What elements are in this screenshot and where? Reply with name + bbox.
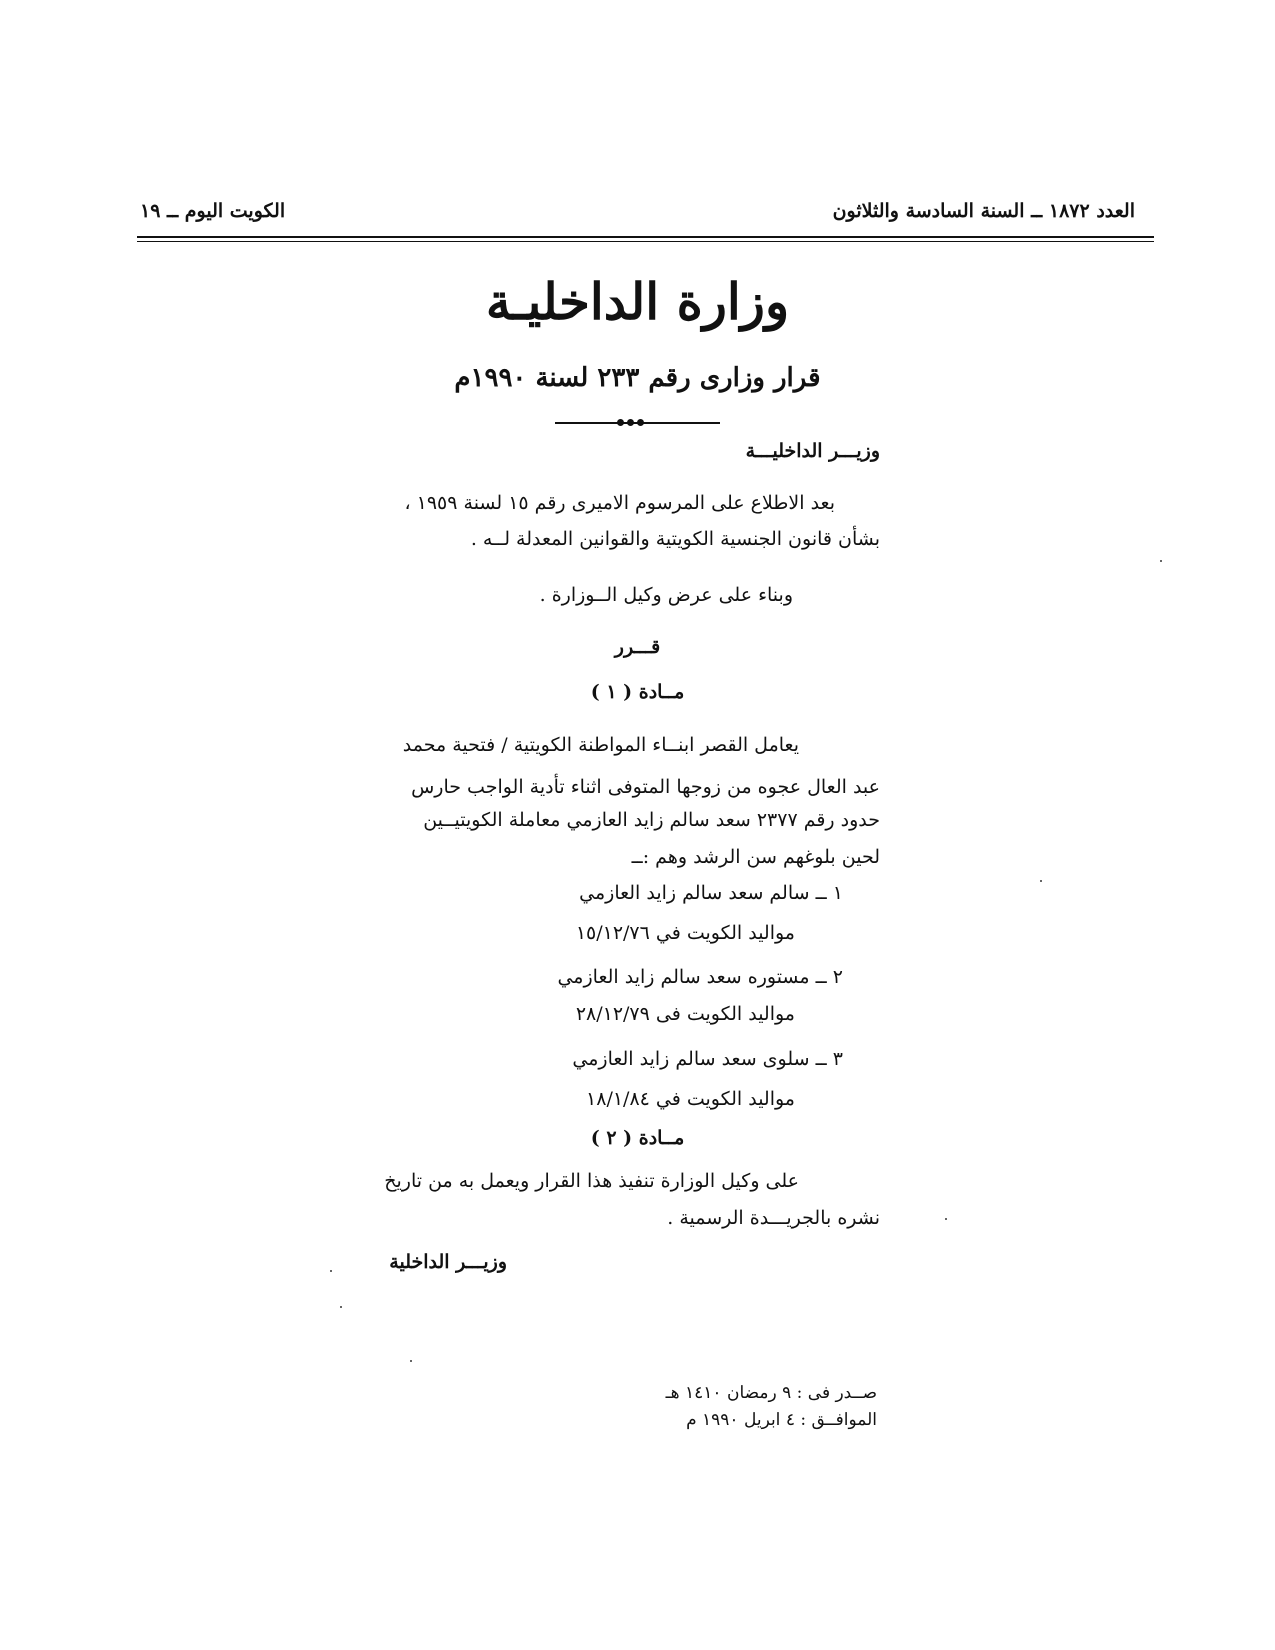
article-2-line-1: على وكيل الوزارة تنفيذ هذا القرار ويعمل به من تاريخ — [384, 1170, 799, 1192]
preamble-line-3: وبناء على عرض وكيل الــوزارة . — [539, 584, 793, 606]
person-2-birth: مواليد الكويت فى ٢٨/١٢/٧٩ — [575, 1003, 795, 1025]
ministry-title: وزارة الداخليـة — [485, 272, 790, 331]
scan-speck — [340, 1306, 342, 1308]
scan-speck — [1160, 560, 1162, 562]
scan-speck — [945, 1218, 947, 1220]
person-2-name: ٢ ــ مستوره سعد سالم زايد العازمي — [557, 966, 843, 988]
header-rule-thin — [137, 241, 1154, 242]
page-label: الكويت اليوم ــ ١٩ — [140, 200, 286, 222]
article-1-line-3: حدود رقم ٢٣٧٧ سعد سالم زايد العازمي معاملة الكويتيــين — [423, 809, 880, 831]
article-1-heading: مــادة ( ١ ) — [590, 681, 685, 703]
article-2-line-2: نشره بالجريـــدة الرسمية . — [667, 1207, 880, 1229]
person-1-name: ١ ــ سالم سعد سالم زايد العازمي — [579, 882, 843, 904]
scan-speck — [330, 1270, 332, 1272]
person-3-name: ٣ ــ سلوى سعد سالم زايد العازمي — [572, 1048, 843, 1070]
scan-speck — [410, 1360, 412, 1362]
issued-date-gregorian: الموافــق : ٤ ابريل ١٩٩٠ م — [686, 1410, 877, 1430]
signer-top: وزيـــر الداخليـــة — [745, 440, 880, 462]
scan-speck — [1040, 880, 1042, 882]
article-1-line-1: يعامل القصر ابنــاء المواطنة الكويتية / فتحية محمد — [402, 734, 799, 756]
person-3-birth: مواليد الكويت في ١٨/١/٨٤ — [586, 1088, 795, 1110]
article-2-heading: مــادة ( ٢ ) — [590, 1127, 685, 1149]
preamble-line-2: بشأن قانون الجنسية الكويتية والقوانين المعدلة لــه . — [470, 528, 880, 550]
article-1-line-2: عبد العال عجوه من زوجها المتوفى اثناء تأدية الواجب حارس — [411, 776, 880, 798]
title-ornament — [555, 419, 720, 427]
preamble-line-1: بعد الاطلاع على المرسوم الاميرى رقم ١٥ لسنة ١٩٥٩ ، — [404, 492, 835, 514]
issued-date-hijri: صــدر فى : ٩ رمضان ١٤١٠ هـ — [665, 1383, 877, 1403]
decides-heading: قـــرر — [614, 636, 661, 658]
person-1-birth: مواليد الكويت في ١٥/١٢/٧٦ — [575, 922, 795, 944]
header-rule — [137, 236, 1154, 238]
issue-number: العدد ١٨٧٢ ــ السنة السادسة والثلاثون — [832, 200, 1135, 222]
signer-bottom: وزيـــر الداخلية — [389, 1251, 507, 1273]
article-1-line-4: لحين بلوغهم سن الرشد وهم :ــ — [631, 846, 880, 868]
decision-title: قرار وزارى رقم ٢٣٣ لسنة ١٩٩٠م — [454, 363, 821, 393]
